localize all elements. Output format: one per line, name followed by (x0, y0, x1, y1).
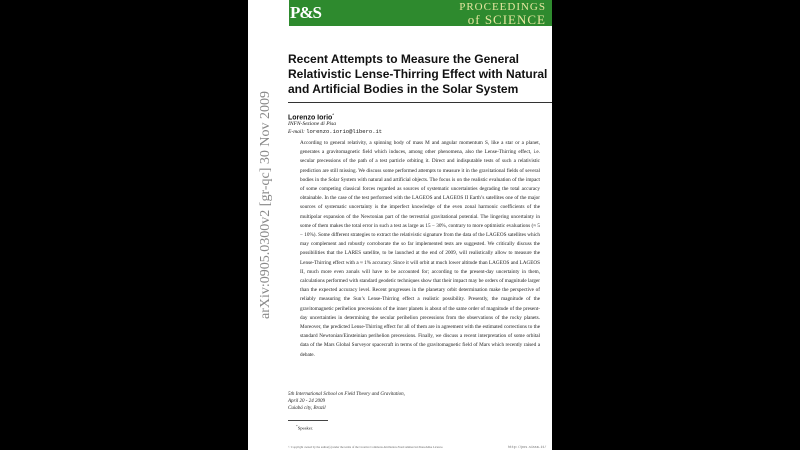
banner-proceedings: PROCEEDINGS (459, 1, 546, 13)
arxiv-stamp-text: arXiv:0905.0300v2 [gr-qc] 30 Nov 2009 (258, 91, 273, 319)
footnote-divider (288, 420, 328, 421)
abstract: According to general relativity, a spinning body of mass M and angular momentum S, like a star or a planet, generates a gravitomagnetic field which induces, among other phenomena, also the Lense-Thirring effect, i.e. secular precessions of the path of a test particle orbiting it. Direct and indisputable tests of such a relativistic prediction are still missing. We discuss some performed attempts to measure it in the gravitational fields of several bodies in the Solar System with natural and artificial objects. The focus is on the realistic evaluation of the impact of some competing classical forces regarded as sources of systematic uncertainties degrading the total accuracy obtainable. In the case of the test performed with the LAGEOS and LAGEOS II Earth’s satellites one of the major sources of systematic uncertainty is the imperfect knowledge of the even zonal harmonic coefficients of the multipolar expansion of the Newtonian part of the terrestrial gravitational potential. The lingering uncertainty in some of them makes the total error in such a test as large as 15 − 30%, contrary to more optimistic evaluations (≈ 5 − 10%). Some different strategies to extract the relativistic signature from the data of the LAGEOS satellites which may complement and robustly corroborate the so far implemented tests are suggested. We critically discuss the possibilities that the LARES satellite, to be launched at the end of 2009, will realistically allow to measure the Lense-Thirring effect with a ≈ 1% accuracy. Since it will orbit at much lower altitude than LAGEOS and LAGEOS II, much more even zonals will have to be accounted for; according to the present-day uncertainty in them, calculations performed with standard geodetic techniques show that their impact may be orders of magnitude larger than the expected accuracy level. Recent progresses in the planetary orbit determination make the perspective of reliably measuring the Sun’s Lense-Thirring effect a realistic possibility. Presently, the magnitude of the gravitomagnetic perihelion precessions of the inner planets is about of the same order of magnitude of the present-day uncertainties in determining the secular perihelion precessions from the observations of the rocky planets. Moreover, the predicted Lense-Thirring effect for all of them are in agreement with the estimated corrections to the standard Newtonian/Einsteinian perihelion precessions. Finally, we discuss a recent interpretation of some orbital data of the Mars Global Surveyor spacecraft in terms of the gravitomagnetic field of Mars which recently raised a debate. (300, 140, 540, 358)
author-mark: * (332, 112, 334, 117)
author-email-row (288, 128, 382, 135)
author-name (288, 112, 334, 121)
paper-title: Recent Attempts to Measure the General Relativistic Lense-Thirring Effect with Natural and Artificial Bodies in the Solar System (288, 52, 548, 96)
arxiv-stamp (256, 91, 276, 319)
footnote-mark: * (296, 424, 298, 428)
email-label: E-mail: (288, 129, 305, 135)
conference-info (288, 391, 528, 412)
pos-logo-text: P&S (290, 3, 321, 22)
footnote (296, 424, 313, 431)
conference-dates: April 20 - 24 2009 (288, 399, 325, 404)
title-divider (288, 102, 552, 103)
author-name-text: Lorenzo Iorio (288, 114, 333, 122)
pos-logo (289, 0, 322, 26)
author-affiliation: INFN-Sezione di Pisa (288, 121, 336, 127)
copyright-notice: © Copyright owned by the author(s) under the terms of the Creative Commons Attribution-NonCommercial-ShareAlike Licence. (288, 445, 444, 449)
author-email[interactable]: lorenzo.iorio@libero.it (306, 128, 383, 135)
conference-name: 5th International School on Field Theory and Gravitation, (288, 392, 405, 397)
pos-url[interactable]: http://pos.sissa.it/ (508, 445, 547, 449)
banner-science: of SCIENCE (467, 12, 546, 27)
conference-place: Cuiabá city, Brazil (288, 406, 326, 411)
proceedings-banner (322, 0, 552, 26)
footnote-text: Speaker. (297, 425, 314, 431)
